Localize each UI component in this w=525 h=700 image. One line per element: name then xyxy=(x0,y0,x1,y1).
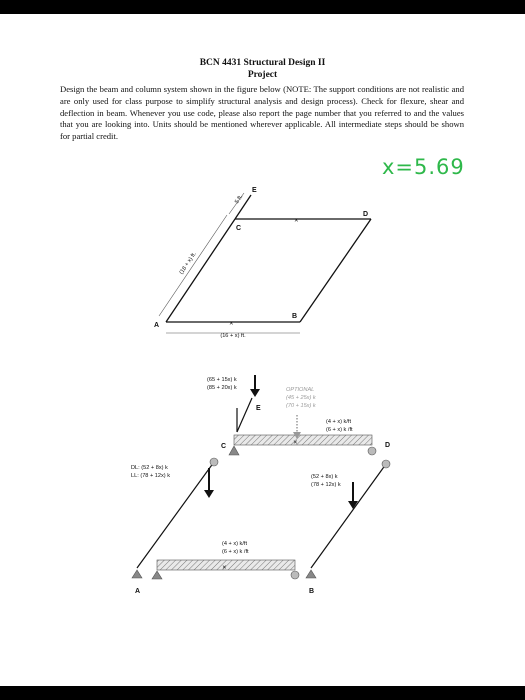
node-e: E xyxy=(256,405,261,412)
roller-support-c-col xyxy=(210,458,218,466)
point-load-e-dl: (65 + 15x) k xyxy=(207,377,237,383)
document-title: BCN 4431 Structural Design II xyxy=(199,58,326,68)
point-load-e-ll: (85 + 20x) k xyxy=(207,385,237,391)
instructions-paragraph: Design the beam and column system shown in the figure below (NOTE: The support conditions are not realistic and are only used for class purpose to simplify structural analysis and design process). Check for flexure, shear and deflection in beam. Whenever you use code, please also report the page number that you referred to and the values that you are looking into. Units should be mentioned wherever applicable. All intermediate steps should be shown for partial credit. xyxy=(60,84,464,142)
plan-figure xyxy=(154,187,371,339)
col-load-ac-ll: LL: (78 + 12x) k xyxy=(131,473,171,479)
plan-node-e: E xyxy=(252,187,257,194)
dist-load-ab-dl: (4 + x) k/ft xyxy=(222,541,248,547)
document-subtitle: Project xyxy=(247,70,278,80)
beam-cd-hatched xyxy=(234,435,372,445)
col-load-ac-dl: DL: (52 + 8x) k xyxy=(131,465,168,471)
plan-beam-ac xyxy=(166,219,235,322)
pin-support-a xyxy=(152,571,162,579)
cantilever-ce xyxy=(237,398,252,432)
pin-support-c xyxy=(229,446,239,455)
col-load-bd-ll: (78 + 12x) k xyxy=(311,482,341,488)
dim-label-ac: (18 + x) ft. xyxy=(178,251,198,276)
dist-load-ab-ll: (6 + x) k /ft xyxy=(222,549,249,555)
node-c: C xyxy=(221,443,227,450)
plan-node-d: D xyxy=(363,211,369,218)
loads-figure xyxy=(131,375,390,595)
pin-support-b-col xyxy=(306,570,316,578)
optional-ll: (70 + 15x) k xyxy=(286,403,316,409)
point-load-e-arrowhead xyxy=(250,389,260,397)
pin-support-a-col xyxy=(132,570,142,578)
midspan-mark-cd: ✕ xyxy=(293,440,298,446)
optional-dl: (45 + 25x) k xyxy=(286,395,316,401)
plan-node-b: B xyxy=(292,313,298,320)
optional-label: OPTIONAL xyxy=(286,387,315,393)
handwritten-x-value: x=5.69 xyxy=(382,155,465,179)
dim-label-ce: 5 ft. xyxy=(234,193,245,205)
col-load-ac-arrowhead xyxy=(204,490,214,498)
plan-node-a: A xyxy=(154,322,160,329)
plan-midspan-mark-cd: ✕ xyxy=(294,218,299,224)
dim-line-ac xyxy=(159,215,227,316)
dim-label-ab: (16 + x) ft. xyxy=(220,333,246,339)
col-load-bd-dl: (52 + 8x) k xyxy=(311,474,338,480)
roller-support-d-col xyxy=(382,460,390,468)
dist-load-cd-ll: (6 + x) k /ft xyxy=(326,427,353,433)
node-d: D xyxy=(385,442,391,449)
roller-support-b xyxy=(291,571,299,579)
roller-support-d xyxy=(368,447,376,455)
midspan-mark-ab: ✕ xyxy=(222,565,227,571)
plan-midspan-mark-ab: ✕ xyxy=(229,321,234,327)
plan-node-c: C xyxy=(236,225,242,232)
plan-beam-db xyxy=(300,219,371,322)
node-a: A xyxy=(135,588,141,595)
node-b: B xyxy=(309,588,315,595)
dist-load-cd-dl: (4 + x) k/ft xyxy=(326,419,352,425)
